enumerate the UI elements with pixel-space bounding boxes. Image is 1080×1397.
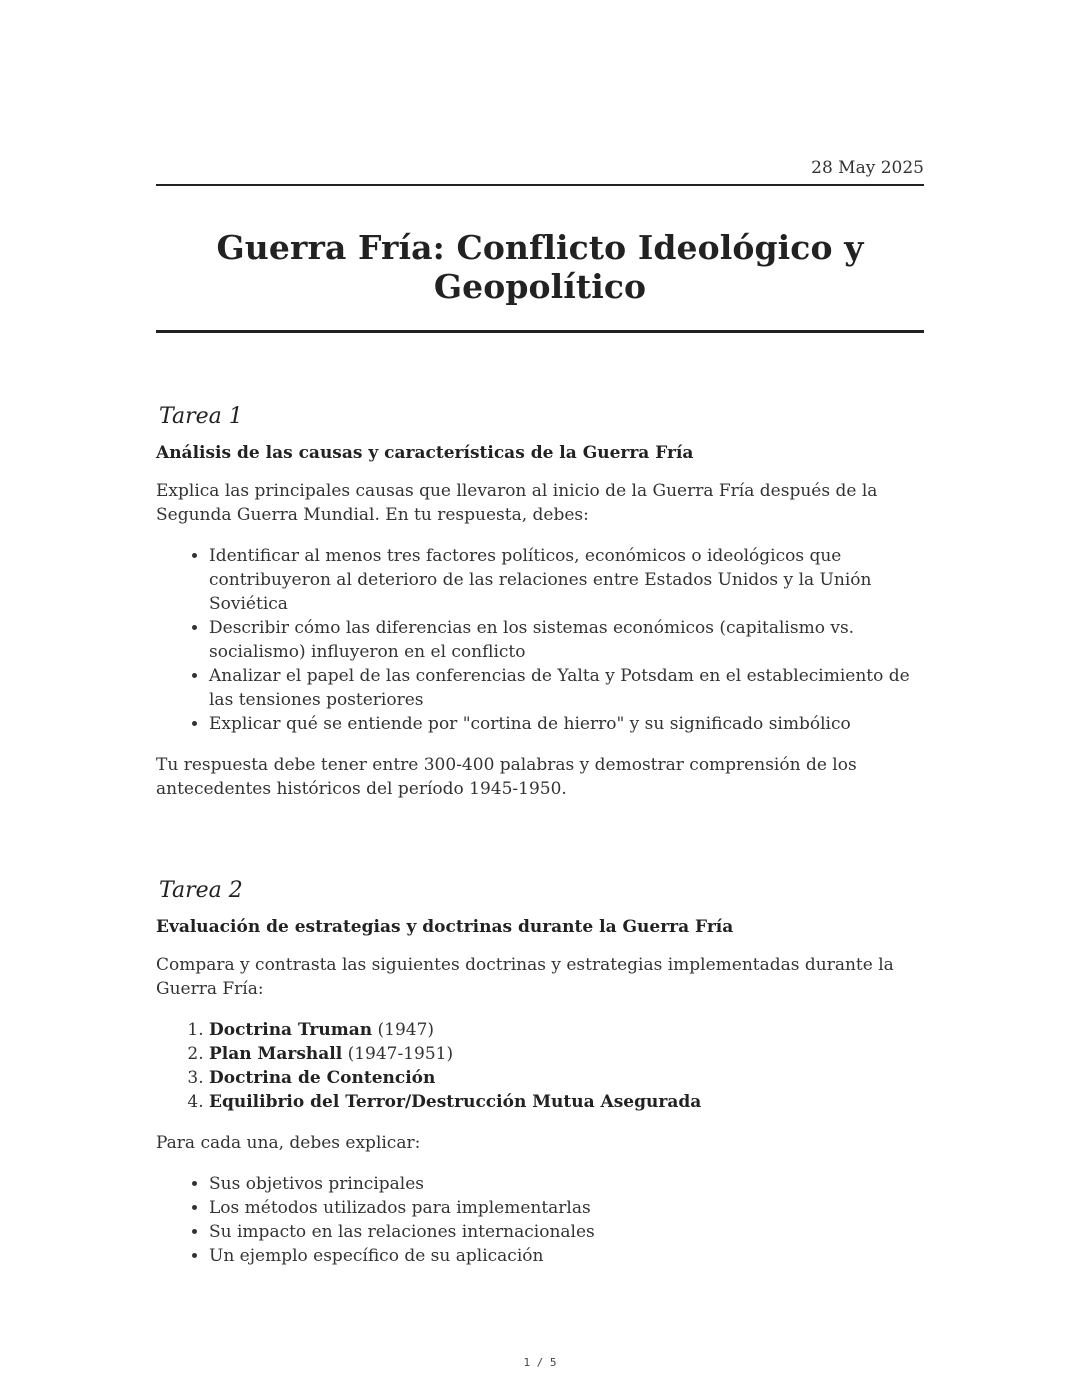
document-date: 28 May 2025 bbox=[811, 158, 924, 178]
task-1-heading: Tarea 1 bbox=[159, 404, 243, 429]
task-2-requirements-list bbox=[156, 1172, 924, 1268]
document-title: Guerra Fría: Conflicto Ideológico y Geopolítico bbox=[216, 228, 864, 306]
list-item bbox=[209, 1066, 924, 1090]
doctrine-detail: (1947-1951) bbox=[342, 1044, 454, 1064]
list-item: • Los métodos utilizados para implementarlas bbox=[209, 1196, 924, 1220]
doctrine-name: Doctrina de Contención bbox=[209, 1068, 436, 1088]
list-item: • Identificar al menos tres factores políticos, económicos o ideológicos que contribuyeron al deterioro de las relaciones entre Estados Unidos y la Unión Soviética bbox=[209, 544, 924, 616]
list-item: • Un ejemplo específico de su aplicación bbox=[209, 1244, 924, 1268]
task-2-section bbox=[156, 878, 924, 1285]
title-divider bbox=[156, 330, 924, 333]
header-divider bbox=[156, 184, 924, 186]
list-item: • Sus objetivos principales bbox=[209, 1172, 924, 1196]
task-1-section bbox=[156, 404, 924, 818]
list-item bbox=[209, 1042, 924, 1066]
task-1-requirements-list bbox=[156, 544, 924, 736]
task-2-subtitle: Evaluación de estrategias y doctrinas durante la Guerra Fría bbox=[156, 917, 734, 937]
task-1-subtitle: Análisis de las causas y características de la Guerra Fría bbox=[156, 443, 694, 463]
task-1-intro: Explica las principales causas que llevaron al inicio de la Guerra Fría después de la Segunda Guerra Mundial. En tu respuesta, debes: bbox=[156, 481, 878, 525]
doctrine-name: Plan Marshall bbox=[209, 1044, 343, 1064]
doctrine-name: Doctrina Truman bbox=[209, 1020, 373, 1040]
list-item: • Describir cómo las diferencias en los sistemas económicos (capitalismo vs. socialismo) influyeron en el conflicto bbox=[209, 616, 924, 664]
list-item bbox=[209, 1018, 924, 1042]
task-2-followup: Para cada una, debes explicar: bbox=[156, 1133, 421, 1153]
list-item: • Analizar el papel de las conferencias de Yalta y Potsdam en el establecimiento de las tensiones posteriores bbox=[209, 664, 924, 712]
list-item: • Su impacto en las relaciones internacionales bbox=[209, 1220, 924, 1244]
doctrine-detail: (1947) bbox=[372, 1020, 435, 1040]
list-item: • Explicar qué se entiende por "cortina de hierro" y su significado simbólico bbox=[209, 712, 924, 736]
task-2-heading: Tarea 2 bbox=[159, 878, 243, 903]
page-indicator: 1 / 5 bbox=[523, 1356, 557, 1369]
task-2-doctrines-list bbox=[156, 1018, 924, 1114]
task-1-closing: Tu respuesta debe tener entre 300-400 palabras y demostrar comprensión de los antecedentes históricos del período 1945-1950. bbox=[156, 755, 857, 799]
task-2-intro: Compara y contrasta las siguientes doctrinas y estrategias implementadas durante la Guerra Fría: bbox=[156, 955, 894, 999]
doctrine-name: Equilibrio del Terror/Destrucción Mutua Asegurada bbox=[209, 1092, 702, 1112]
list-item bbox=[209, 1090, 924, 1114]
